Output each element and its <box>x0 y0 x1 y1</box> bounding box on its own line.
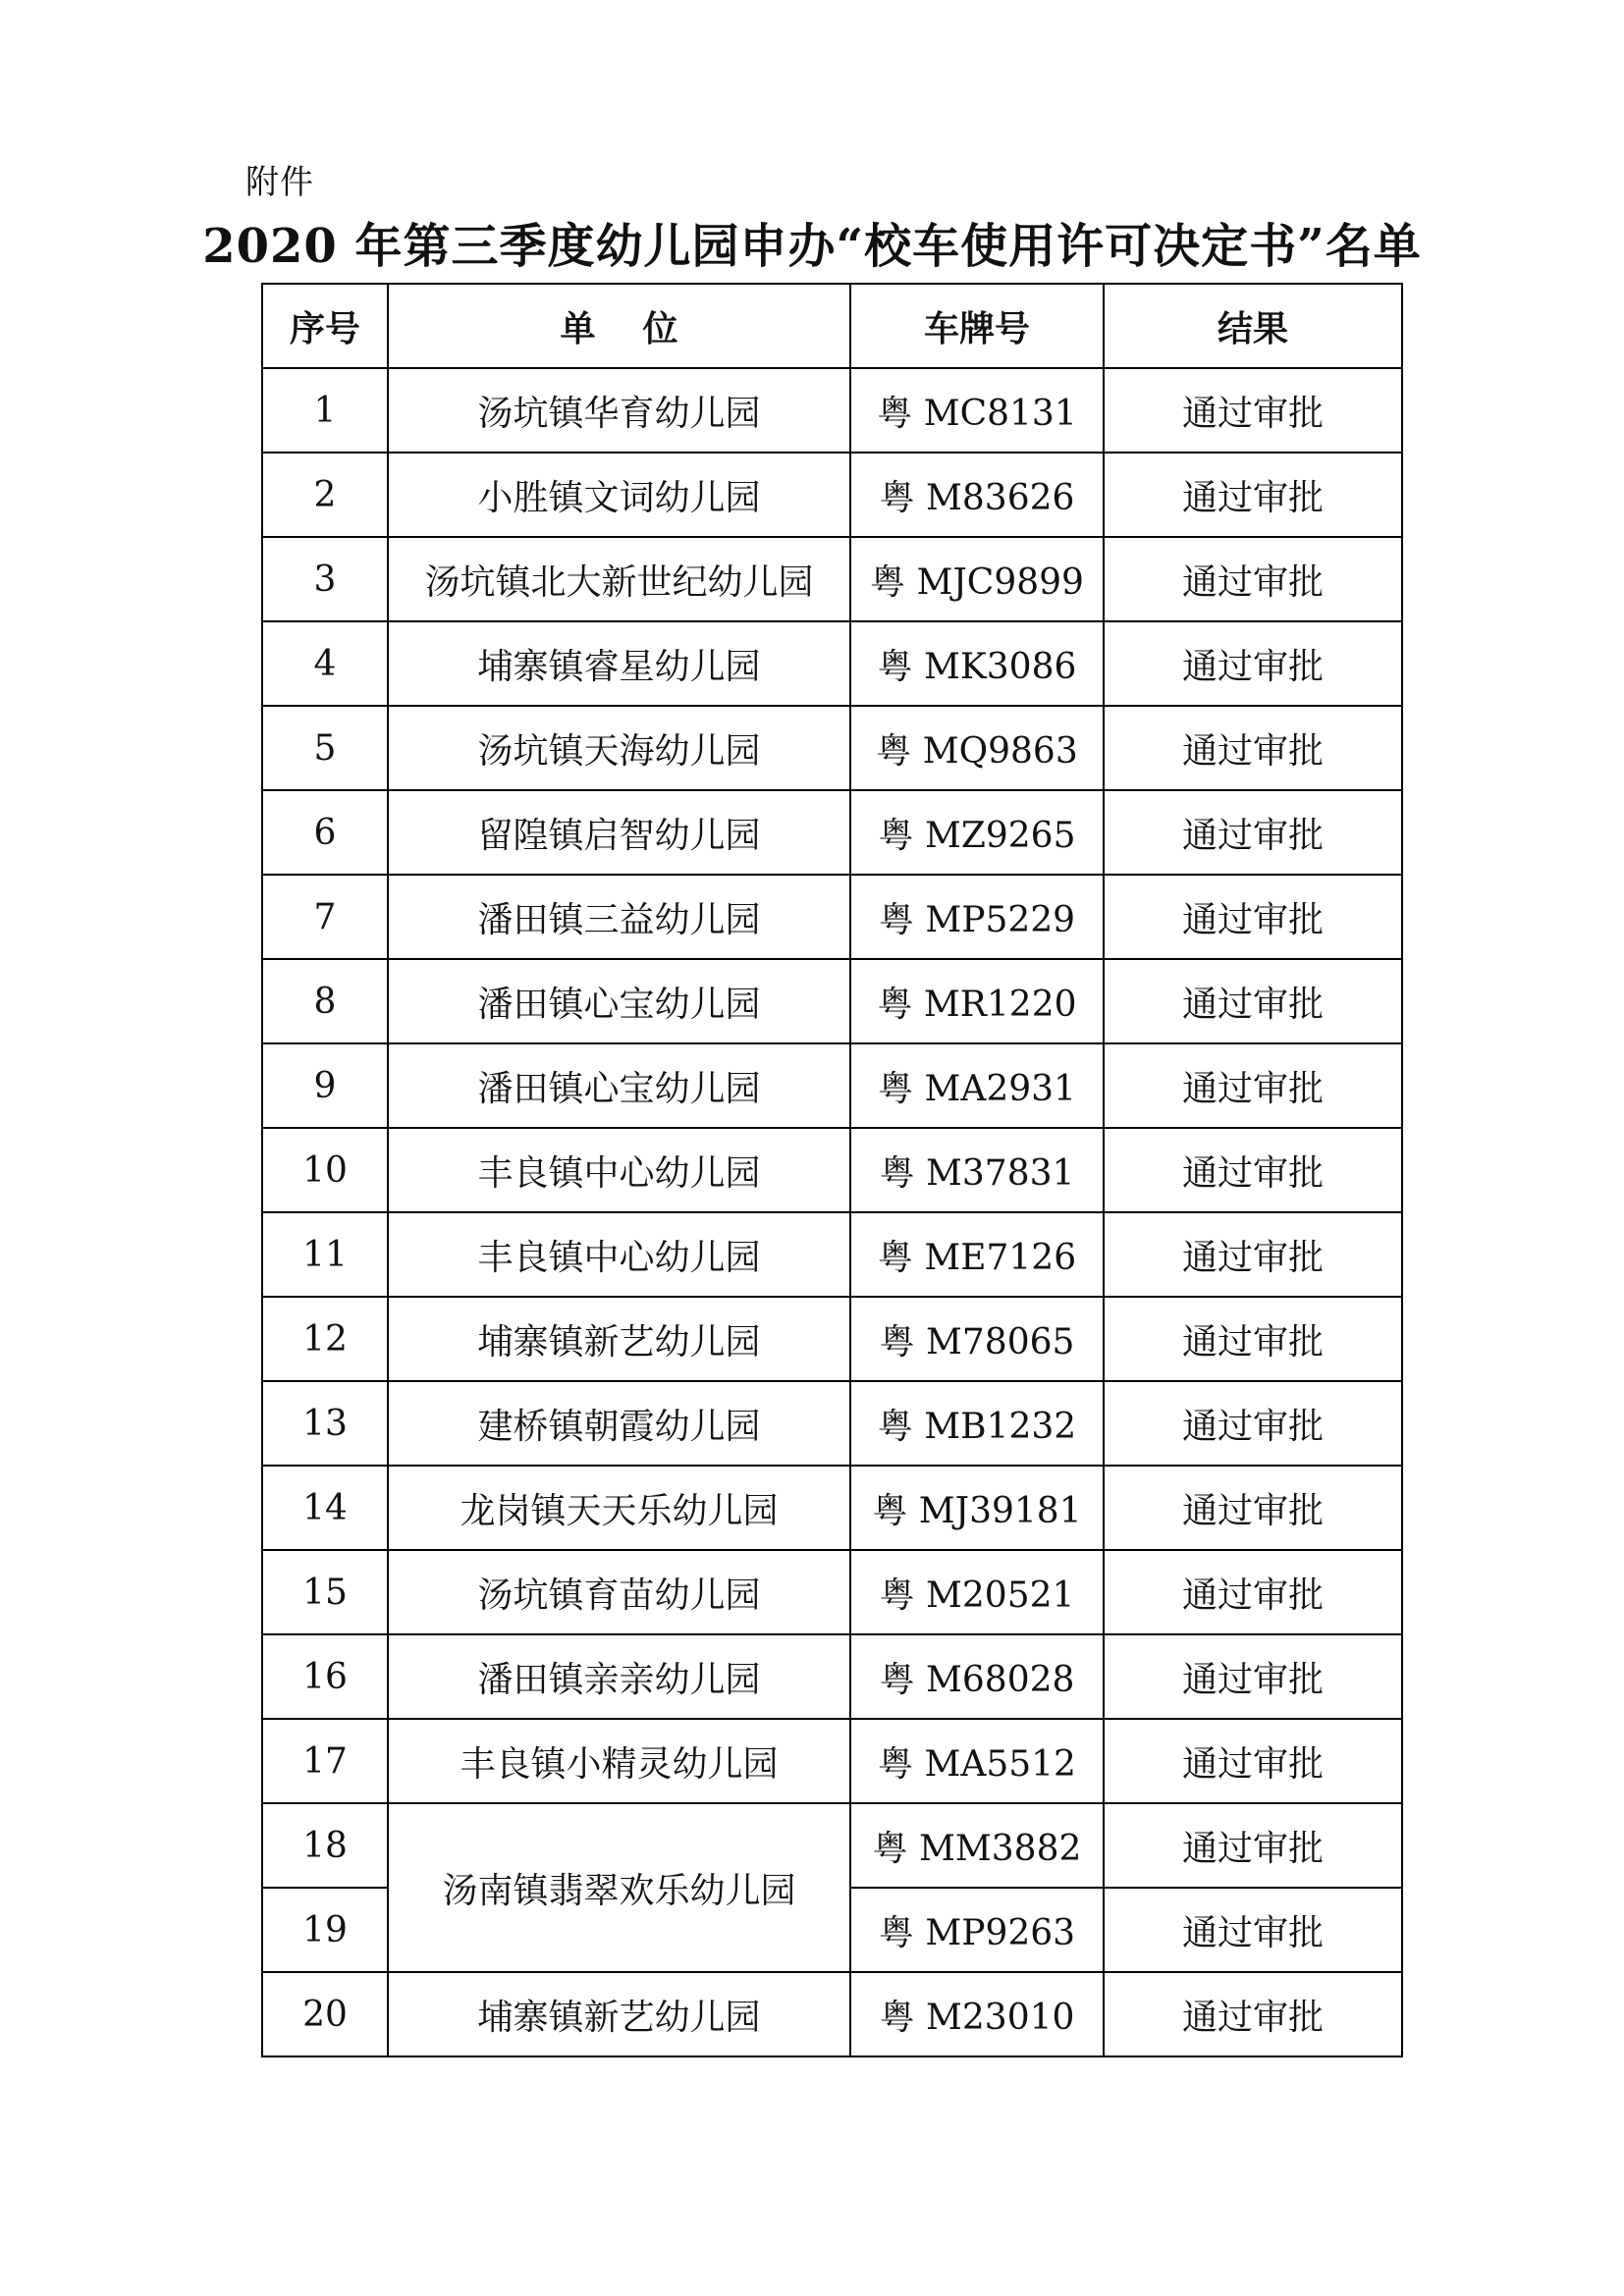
table-row <box>262 368 1402 453</box>
row-plate: 粤 MM3882 <box>850 1803 1104 1888</box>
row-no: 11 <box>262 1212 388 1297</box>
row-unit: 潘田镇心宝幼儿园 <box>388 959 850 1043</box>
table-row <box>262 875 1402 959</box>
row-result: 通过审批 <box>1104 1972 1402 2056</box>
row-plate: 粤 M20521 <box>850 1550 1104 1634</box>
row-unit: 丰良镇中心幼儿园 <box>388 1212 850 1297</box>
table-row <box>262 1550 1402 1634</box>
row-result: 通过审批 <box>1104 959 1402 1043</box>
table-row <box>262 1719 1402 1803</box>
attachment-label: 附件 <box>245 163 314 202</box>
row-no: 20 <box>262 1972 388 2056</box>
table-row <box>262 959 1402 1043</box>
row-unit: 汤坑镇天海幼儿园 <box>388 706 850 790</box>
row-unit-merged: 汤南镇翡翠欢乐幼儿园 <box>388 1803 850 1972</box>
row-no: 1 <box>262 368 388 453</box>
table-header-row <box>262 284 1402 368</box>
row-plate: 粤 MC8131 <box>850 368 1104 453</box>
row-result: 通过审批 <box>1104 706 1402 790</box>
row-plate: 粤 MZ9265 <box>850 790 1104 875</box>
row-unit: 潘田镇心宝幼儿园 <box>388 1043 850 1128</box>
row-no: 4 <box>262 621 388 706</box>
table-header <box>262 284 1402 368</box>
row-no: 5 <box>262 706 388 790</box>
row-unit: 建桥镇朝霞幼儿园 <box>388 1381 850 1466</box>
row-no: 16 <box>262 1634 388 1719</box>
row-unit: 丰良镇小精灵幼儿园 <box>388 1719 850 1803</box>
header-plate: 车牌号 <box>850 284 1104 368</box>
row-unit: 汤坑镇育苗幼儿园 <box>388 1550 850 1634</box>
header-no: 序号 <box>262 284 388 368</box>
table-row <box>262 537 1402 621</box>
row-no: 2 <box>262 453 388 537</box>
row-no: 13 <box>262 1381 388 1466</box>
row-no: 17 <box>262 1719 388 1803</box>
row-no: 9 <box>262 1043 388 1128</box>
table-body <box>262 368 1402 2056</box>
header-result: 结果 <box>1104 284 1402 368</box>
kindergarten-bus-permit-table <box>261 283 1403 2057</box>
row-no: 7 <box>262 875 388 959</box>
row-plate: 粤 MJ39181 <box>850 1466 1104 1550</box>
table-row <box>262 1803 1402 1888</box>
row-result: 通过审批 <box>1104 1719 1402 1803</box>
row-result: 通过审批 <box>1104 1043 1402 1128</box>
table-row <box>262 706 1402 790</box>
row-plate: 粤 MP9263 <box>850 1888 1104 1972</box>
document-title: 2020 年第三季度幼儿园申办“校车使用许可决定书”名单 <box>202 219 1422 274</box>
row-unit: 埔寨镇新艺幼儿园 <box>388 1297 850 1381</box>
table-row <box>262 1043 1402 1128</box>
row-plate: 粤 MR1220 <box>850 959 1104 1043</box>
row-result: 通过审批 <box>1104 368 1402 453</box>
table-row <box>262 1972 1402 2056</box>
table-row <box>262 621 1402 706</box>
row-plate: 粤 M37831 <box>850 1128 1104 1212</box>
row-no: 15 <box>262 1550 388 1634</box>
header-unit <box>388 284 850 368</box>
row-plate: 粤 MB1232 <box>850 1381 1104 1466</box>
row-no: 18 <box>262 1803 388 1888</box>
row-plate: 粤 ME7126 <box>850 1212 1104 1297</box>
row-result: 通过审批 <box>1104 1550 1402 1634</box>
row-unit: 汤坑镇华育幼儿园 <box>388 368 850 453</box>
row-no: 14 <box>262 1466 388 1550</box>
row-result: 通过审批 <box>1104 1803 1402 1888</box>
row-plate: 粤 MJC9899 <box>850 537 1104 621</box>
row-unit: 丰良镇中心幼儿园 <box>388 1128 850 1212</box>
row-result: 通过审批 <box>1104 1381 1402 1466</box>
row-unit: 留隍镇启智幼儿园 <box>388 790 850 875</box>
table-row <box>262 1381 1402 1466</box>
row-plate: 粤 MA5512 <box>850 1719 1104 1803</box>
row-unit: 龙岗镇天天乐幼儿园 <box>388 1466 850 1550</box>
table-row <box>262 1466 1402 1550</box>
row-plate: 粤 M23010 <box>850 1972 1104 2056</box>
row-result: 通过审批 <box>1104 1634 1402 1719</box>
row-result: 通过审批 <box>1104 1888 1402 1972</box>
table-row <box>262 790 1402 875</box>
table-row <box>262 1212 1402 1297</box>
row-plate: 粤 MQ9863 <box>850 706 1104 790</box>
row-plate: 粤 M83626 <box>850 453 1104 537</box>
row-no: 8 <box>262 959 388 1043</box>
table-row <box>262 1297 1402 1381</box>
table-row <box>262 1634 1402 1719</box>
row-result: 通过审批 <box>1104 1297 1402 1381</box>
row-result: 通过审批 <box>1104 790 1402 875</box>
row-no: 12 <box>262 1297 388 1381</box>
row-plate: 粤 MK3086 <box>850 621 1104 706</box>
row-result: 通过审批 <box>1104 537 1402 621</box>
row-result: 通过审批 <box>1104 1212 1402 1297</box>
row-result: 通过审批 <box>1104 875 1402 959</box>
row-no: 10 <box>262 1128 388 1212</box>
row-result: 通过审批 <box>1104 621 1402 706</box>
row-result: 通过审批 <box>1104 453 1402 537</box>
row-unit: 汤坑镇北大新世纪幼儿园 <box>388 537 850 621</box>
row-result: 通过审批 <box>1104 1466 1402 1550</box>
row-unit: 埔寨镇睿星幼儿园 <box>388 621 850 706</box>
row-plate: 粤 M78065 <box>850 1297 1104 1381</box>
row-unit: 潘田镇亲亲幼儿园 <box>388 1634 850 1719</box>
row-plate: 粤 MA2931 <box>850 1043 1104 1128</box>
row-plate: 粤 MP5229 <box>850 875 1104 959</box>
row-no: 3 <box>262 537 388 621</box>
row-unit: 埔寨镇新艺幼儿园 <box>388 1972 850 2056</box>
row-plate: 粤 M68028 <box>850 1634 1104 1719</box>
row-no: 19 <box>262 1888 388 1972</box>
header-unit-label: 单位 <box>560 308 726 349</box>
table-row <box>262 453 1402 537</box>
row-result: 通过审批 <box>1104 1128 1402 1212</box>
row-unit: 潘田镇三益幼儿园 <box>388 875 850 959</box>
row-unit: 小胜镇文词幼儿园 <box>388 453 850 537</box>
table-row <box>262 1128 1402 1212</box>
row-no: 6 <box>262 790 388 875</box>
